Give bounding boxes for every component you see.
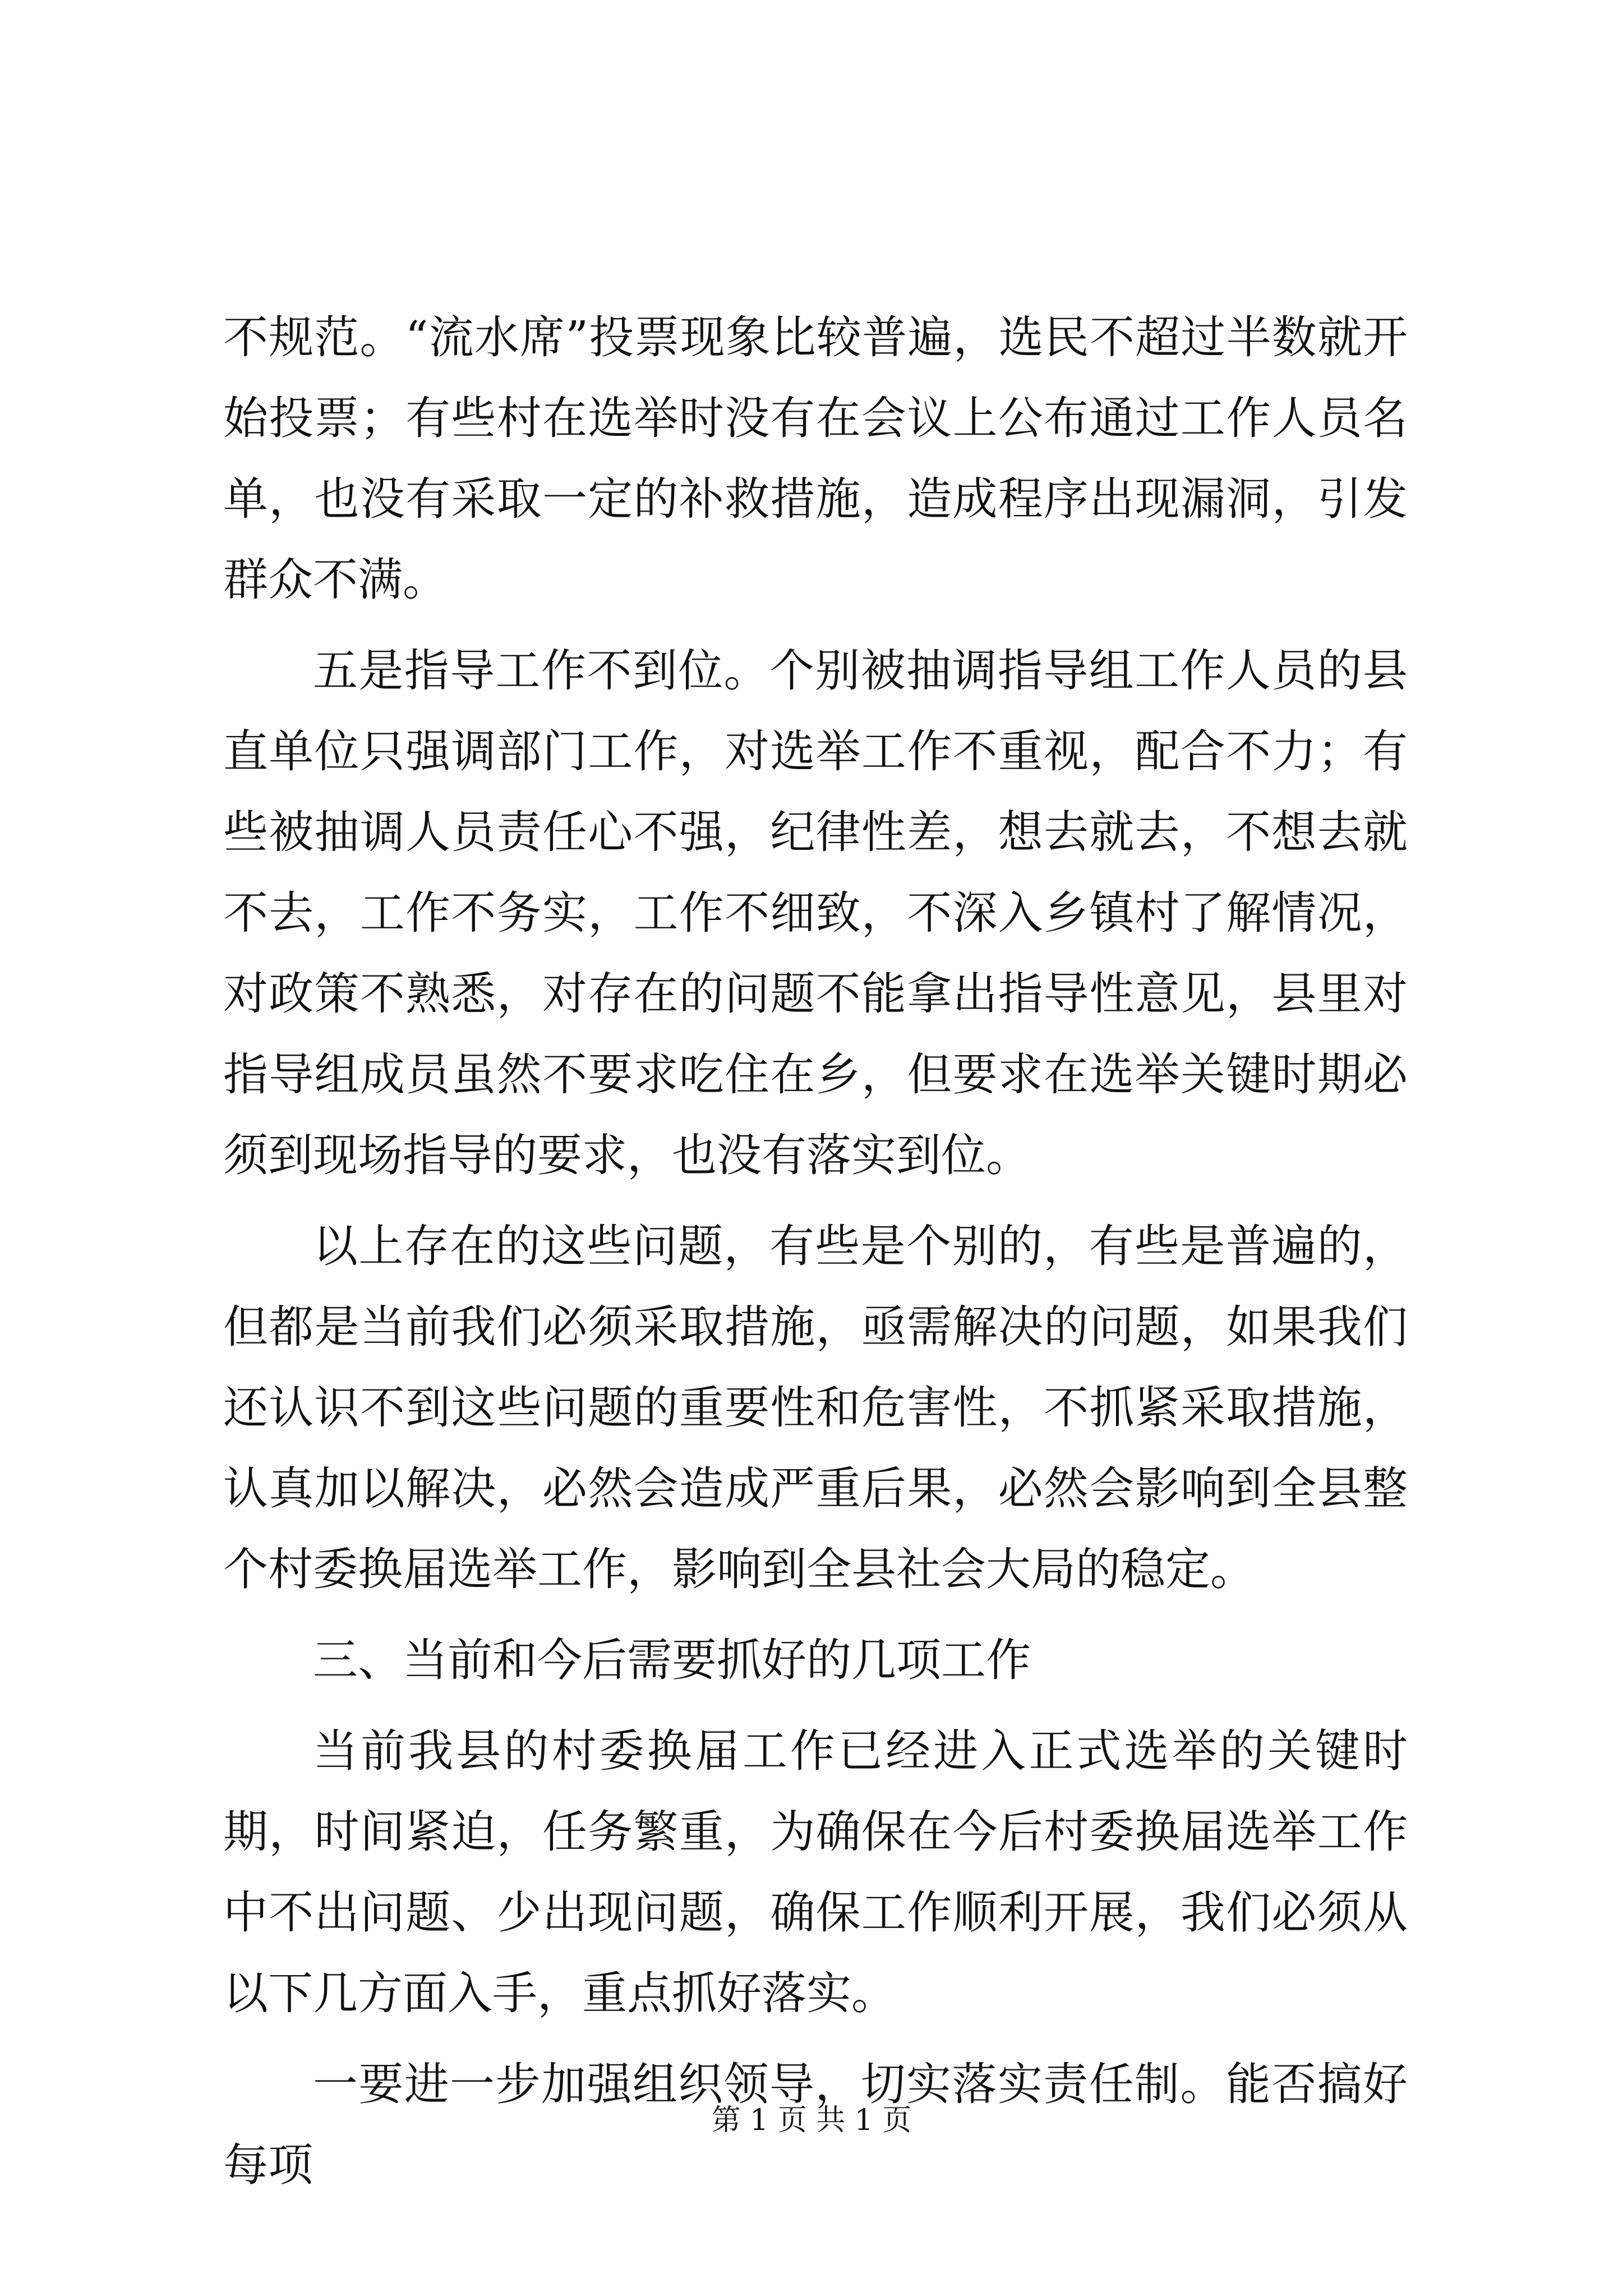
paragraph-summary: 以上存在的这些问题，有些是个别的，有些是普遍的，但都是当前我们必须采取措施，亟需解决的问题，如果我们还认识不到这些问题的重要性和危害性，不抓紧采取措施，认真加以解决，必然会造成严重后果，必然会影响到全县整个村委换届选举工作，影响到全县社会大局的稳定。 — [223, 1220, 1408, 1595]
section-heading: 三、当前和今后需要抓好的几项工作 — [313, 1634, 1031, 1686]
page-footer: 第 1 页 共 1 页 — [711, 2104, 912, 2137]
document-body — [223, 297, 1408, 2206]
paragraph-first-task: 一要进一步加强组织领导，切实落实责任制。能否搞好每项 — [223, 2058, 1408, 2191]
paragraph-current-work: 当前我县的村委换届工作已经进入正式选举的关键时期，时间紧迫，任务繁重，为确保在今后村委换届选举工作中不出问题、少出现问题，确保工作顺利开展，我们必须从以下几方面入手，重点抓好落实。 — [223, 1725, 1408, 2019]
paragraph-guidance-issue: 五是指导工作不到位。个别被抽调指导组工作人员的县直单位只强调部门工作，对选举工作不重视，配合不力；有些被抽调人员责任心不强，纪律性差，想去就去，不想去就不去，工作不务实，工作不细致，不深入乡镇村了解情况，对政策不熟悉，对存在的问题不能拿出指导性意见，县里对指导组成员虽然不要求吃住在乡，但要求在选举关键时期必须到现场指导的要求，也没有落实到位。 — [223, 645, 1408, 1181]
paragraph-continuation: 不规范。“流水席”投票现象比较普遍，选民不超过半数就开始投票；有些村在选举时没有在会议上公布通过工作人员名单，也没有采取一定的补救措施，造成程序出现漏洞，引发群众不满。 — [223, 311, 1408, 606]
